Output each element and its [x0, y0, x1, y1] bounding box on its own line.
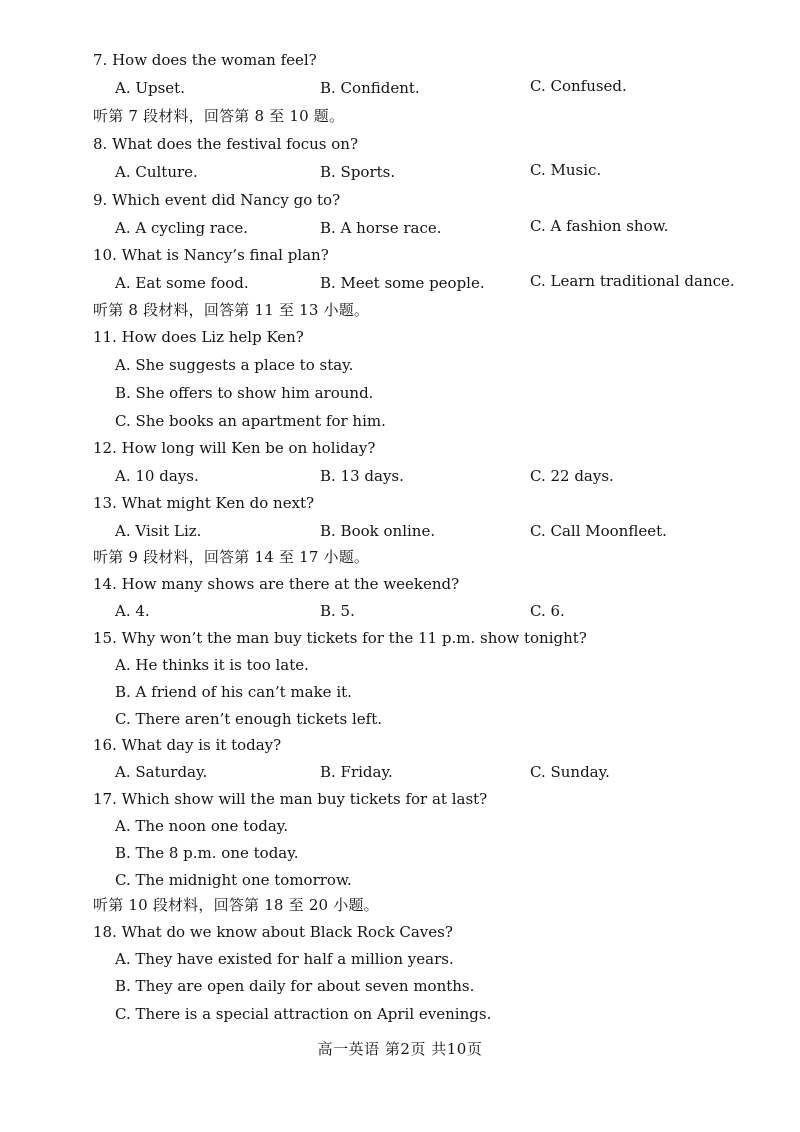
option-b: B. 5.	[320, 602, 355, 620]
option-b: B. Meet some people.	[320, 274, 485, 292]
option-a: A. 4.	[115, 602, 150, 620]
option-c: C. Sunday.	[530, 763, 610, 781]
section-instruction: 听第 10 段材料，回答第 18 至 20 小题。	[93, 896, 379, 914]
question-stem: 16. What day is it today?	[93, 736, 282, 754]
option-a: A. The noon one today.	[115, 817, 289, 835]
option-b: B. Book online.	[320, 522, 436, 540]
section-instruction: 听第 9 段材料，回答第 14 至 17 小题。	[93, 548, 370, 566]
option-b: B. She offers to show him around.	[115, 384, 374, 402]
option-a: A. Upset.	[115, 79, 185, 97]
question-stem: 7. How does the woman feel?	[93, 51, 317, 69]
option-b: B. The 8 p.m. one today.	[115, 844, 299, 862]
option-c: C. There aren’t enough tickets left.	[115, 710, 383, 728]
question-stem: 10. What is Nancy’s final plan?	[93, 246, 329, 264]
page-footer: 高一英语 第2页 共10页	[317, 1040, 483, 1058]
question-stem: 11. How does Liz help Ken?	[93, 328, 304, 346]
option-a: A. He thinks it is too late.	[115, 656, 309, 674]
question-stem: 18. What do we know about Black Rock Caves?	[93, 923, 453, 941]
question-stem: 17. Which show will the man buy tickets for at last?	[93, 790, 488, 808]
option-a: A. A cycling race.	[115, 219, 249, 237]
option-a: A. Culture.	[115, 163, 198, 181]
option-c: C. Call Moonfleet.	[530, 522, 667, 540]
option-a: A. Visit Liz.	[115, 522, 202, 540]
option-b: B. A horse race.	[320, 219, 442, 237]
option-a: A. 10 days.	[115, 467, 199, 485]
option-a: A. They have existed for half a million years.	[115, 950, 454, 968]
option-c: C. Music.	[530, 161, 602, 179]
option-c: C. There is a special attraction on April evenings.	[115, 1005, 492, 1023]
option-c: C. She books an apartment for him.	[115, 412, 386, 430]
option-c: C. 22 days.	[530, 467, 614, 485]
option-b: B. A friend of his can’t make it.	[115, 683, 352, 701]
question-stem: 14. How many shows are there at the weekend?	[93, 575, 460, 593]
option-a: A. She suggests a place to stay.	[115, 356, 354, 374]
option-c: C. 6.	[530, 602, 565, 620]
question-stem: 8. What does the festival focus on?	[93, 135, 358, 153]
option-c: C. A fashion show.	[530, 217, 669, 235]
option-c: C. Confused.	[530, 77, 627, 95]
option-a: A. Saturday.	[115, 763, 208, 781]
option-b: B. Sports.	[320, 163, 396, 181]
section-instruction: 听第 7 段材料，回答第 8 至 10 题。	[93, 107, 345, 125]
option-c: C. The midnight one tomorrow.	[115, 871, 352, 889]
question-stem: 12. How long will Ken be on holiday?	[93, 439, 376, 457]
option-b: B. Confident.	[320, 79, 420, 97]
question-stem: 9. Which event did Nancy go to?	[93, 191, 341, 209]
option-c: C. Learn traditional dance.	[530, 272, 735, 290]
option-b: B. They are open daily for about seven months.	[115, 977, 475, 995]
option-b: B. Friday.	[320, 763, 393, 781]
section-instruction: 听第 8 段材料，回答第 11 至 13 小题。	[93, 301, 370, 319]
question-stem: 15. Why won’t the man buy tickets for the 11 p.m. show tonight?	[93, 629, 587, 647]
option-b: B. 13 days.	[320, 467, 404, 485]
option-a: A. Eat some food.	[115, 274, 249, 292]
question-stem: 13. What might Ken do next?	[93, 494, 315, 512]
